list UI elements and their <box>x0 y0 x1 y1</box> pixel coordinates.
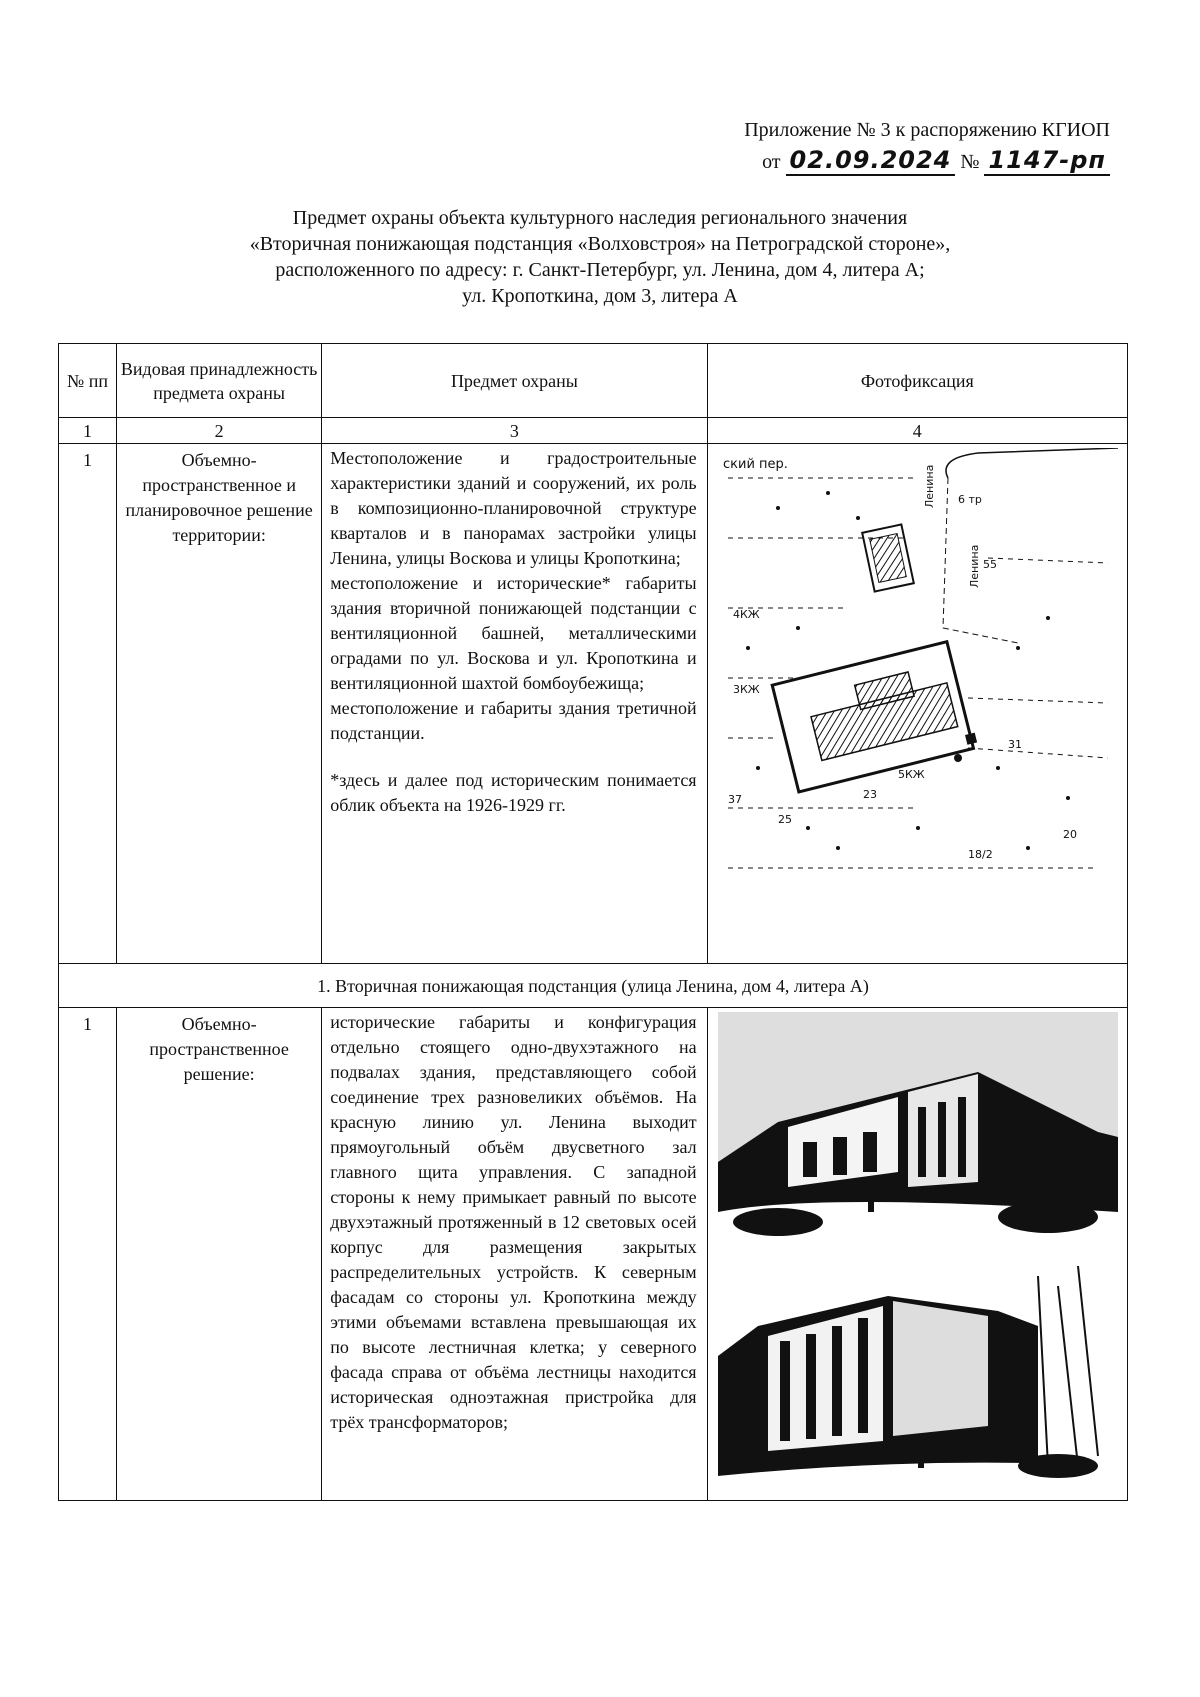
row-subject: исторические габариты и конфигурация отдельно стоящего одно-двухэтажного на подвалах здания, представляющего собой соединение трех разновеликих объёмов. На красную линию ул. Ленина выходит прямоугольный объём двусветного зал главного щита управления. С западной стороны к нему примыкает равный по высоте двухэтажный протяженный в 12 световых осей корпус для размещения закрытых распределительных устройств. К северным фасадам со стороны ул. Кропоткина между этими объемами вставлена превышающая их по высоте лестничная клетка; у северного фасада справа от объёма лестницы находится историческая одноэтажная пристройка для трёх трансформаторов; <box>322 1008 707 1501</box>
map-label: 25 <box>777 813 792 826</box>
section-title: 1. Вторичная понижающая подстанция (улица Ленина, дом 4, литера А) <box>59 964 1128 1008</box>
order-number: 1147-рп <box>984 146 1110 176</box>
map-label: 18/2 <box>967 848 993 861</box>
map-label: 23 <box>862 788 877 801</box>
number-prefix: № <box>960 151 980 173</box>
column-number: 2 <box>117 418 322 444</box>
title-line-2: «Вторичная понижающая подстанция «Волховстроя» на Петроградской стороне», <box>249 233 951 255</box>
row-number: 1 <box>59 1008 117 1501</box>
site-plan-map <box>718 448 1118 918</box>
appendix-reference: Приложение № 3 к распоряжению КГИОП <box>744 119 1110 141</box>
map-label: 5КЖ <box>897 768 925 781</box>
header-subject: Предмет охраны <box>322 344 707 418</box>
column-number: 4 <box>707 418 1127 444</box>
row-subject <box>322 444 707 964</box>
building-photo-1 <box>718 1012 1118 1252</box>
protection-table <box>58 343 1128 1501</box>
title-line-1: Предмет охраны объекта культурного наследия регионального значения <box>292 207 908 229</box>
map-label: 37 <box>727 793 742 806</box>
row-number: 1 <box>59 444 117 964</box>
document-title <box>0 205 1200 309</box>
column-number-row <box>59 418 1128 444</box>
building-photo-2 <box>718 1266 1118 1496</box>
map-label: Ленина <box>967 544 981 588</box>
column-number: 1 <box>59 418 117 444</box>
title-line-3: расположенного по адресу: г. Санкт-Петербург, ул. Ленина, дом 4, литера А; <box>275 259 925 281</box>
date-prefix: от <box>762 151 781 173</box>
historical-note: *здесь и далее под историческим понимается облик объекта на 1926-1929 гг. <box>330 770 697 815</box>
map-label: 4КЖ <box>732 608 760 621</box>
row-type: Объемно-пространственное решение: <box>117 1008 322 1501</box>
map-label: 31 <box>1007 738 1022 751</box>
photo-cell <box>707 1008 1127 1501</box>
map-label: 20 <box>1062 828 1077 841</box>
header-type: Видовая принадлежность предмета охраны <box>117 344 322 418</box>
map-label: ский пер. <box>722 457 788 472</box>
row-type: Объемно-пространственное и планировочное решение территории: <box>117 444 322 964</box>
map-label: 6 тр <box>957 493 982 506</box>
map-label: 3КЖ <box>732 683 760 696</box>
title-line-4: ул. Кропоткина, дом 3, литера А <box>462 285 738 307</box>
subject-part: местоположение и габариты здания третичной подстанции. <box>330 698 697 743</box>
map-label: 55 <box>982 558 997 571</box>
table-row <box>59 1008 1128 1501</box>
order-date: 02.09.2024 <box>786 146 956 176</box>
header-number: № пп <box>59 344 117 418</box>
table-header-row <box>59 344 1128 418</box>
map-label: Ленина <box>922 464 936 508</box>
order-date-line <box>762 148 1110 174</box>
subject-part: местоположение и исторические* габариты здания вторичной понижающей подстанции с вентиляционной башней, металлическими оградами по ул. Воскова и ул. Кропоткина и вентиляционной шахтой бомбоубежища; <box>330 573 697 693</box>
section-row <box>59 964 1128 1008</box>
table-row <box>59 444 1128 964</box>
header-photo: Фотофиксация <box>707 344 1127 418</box>
column-number: 3 <box>322 418 707 444</box>
subject-part: Местоположение и градостроительные характеристики зданий и сооружений, их роль в композиционно-планировочной структуре кварталов и в панорамах застройки улицы Ленина, улицы Воскова и улицы Кропоткина; <box>330 448 697 568</box>
site-plan-cell <box>707 444 1127 964</box>
